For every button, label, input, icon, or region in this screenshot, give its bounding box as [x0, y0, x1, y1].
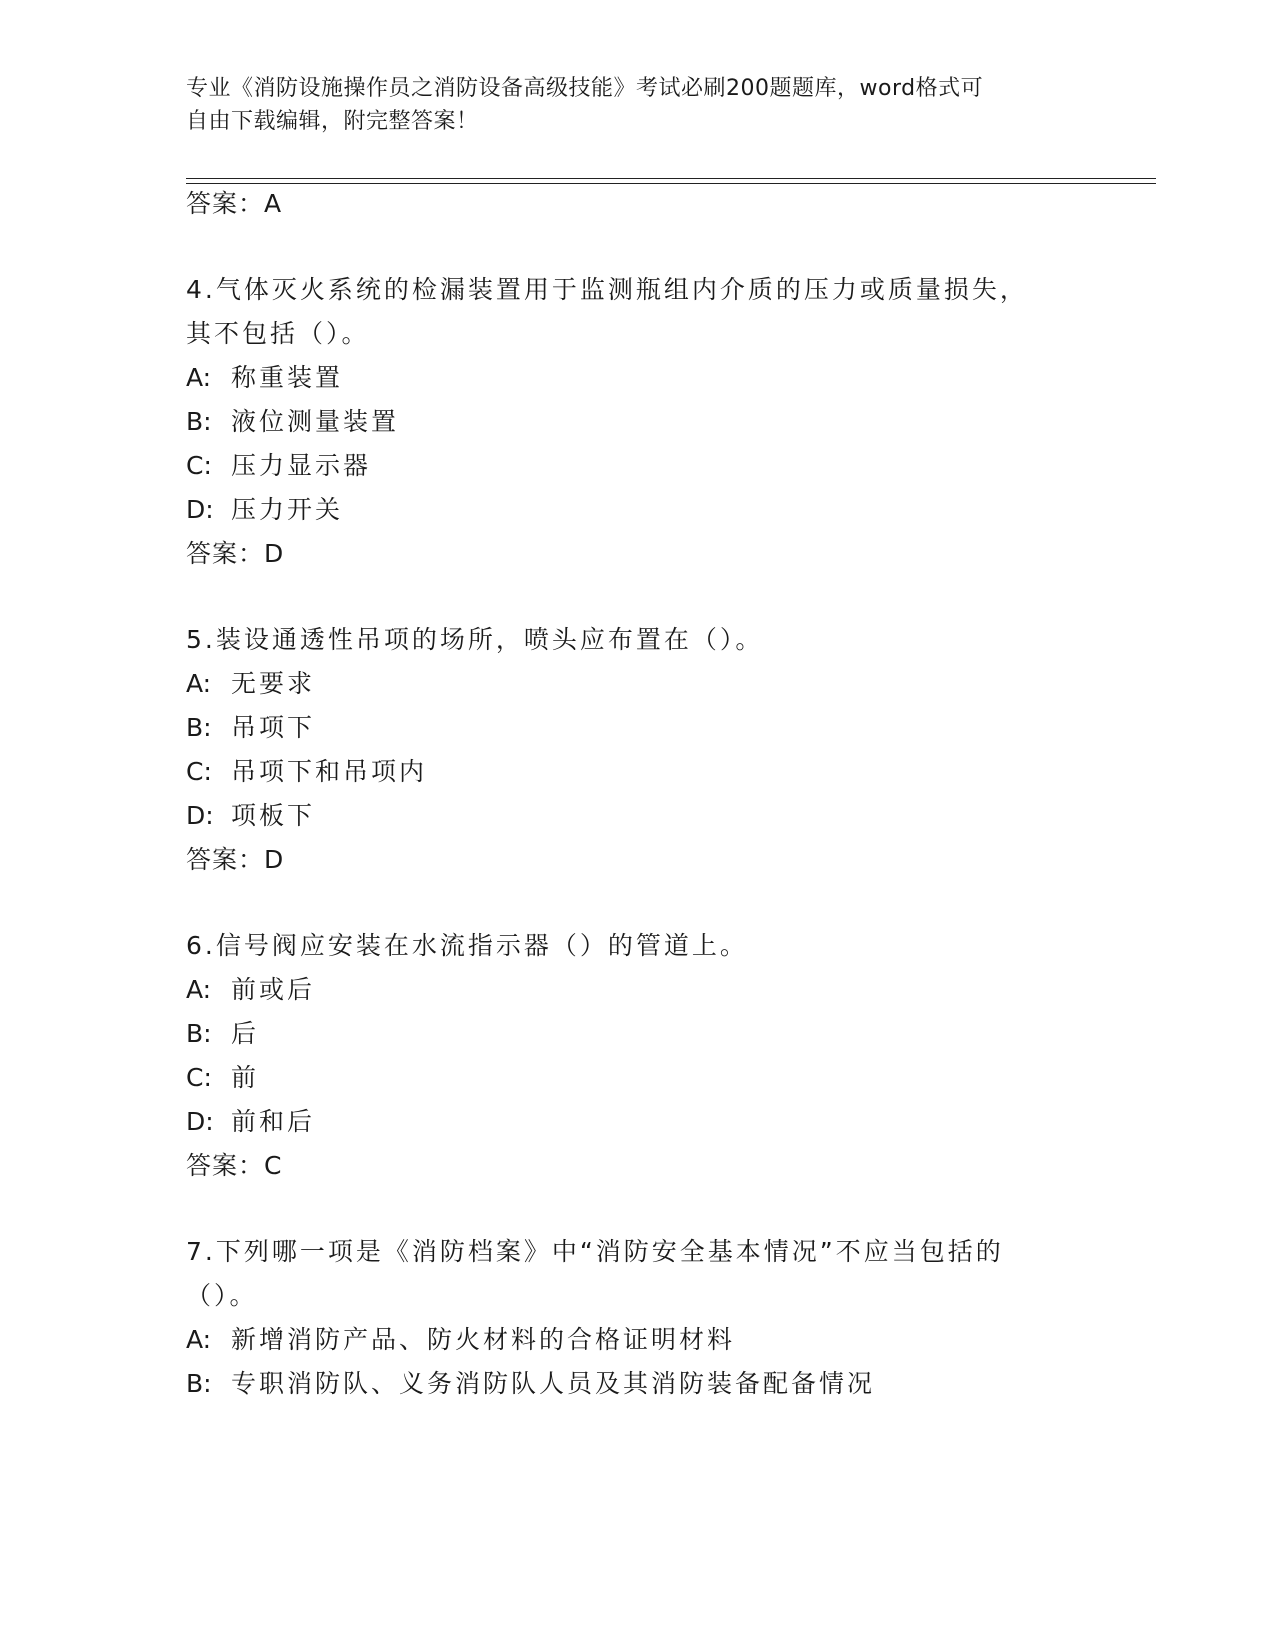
- option-letter: A:: [186, 669, 212, 698]
- header-divider-bottom: [186, 183, 1156, 184]
- answer-line: 答案：D: [186, 845, 285, 874]
- answer-line: 答案：D: [186, 539, 285, 568]
- option-letter: B:: [186, 407, 212, 436]
- question-stem-line: 5.装设通透性吊项的场所，喷头应布置在（）。: [186, 625, 764, 654]
- option-text: 吊项下和吊项内: [231, 757, 428, 786]
- option-text: 项板下: [231, 801, 316, 830]
- option-letter: C:: [186, 757, 212, 786]
- header-divider-top: [186, 178, 1156, 179]
- option-text: 无要求: [231, 669, 316, 698]
- option-item: [186, 1367, 875, 1401]
- option-item: [186, 361, 343, 395]
- question-stem-line: 6.信号阀应安装在水流指示器（）的管道上。: [186, 931, 748, 960]
- option-letter: D:: [186, 495, 214, 524]
- option-text: 压力显示器: [231, 451, 372, 480]
- option-text: 液位测量装置: [231, 407, 400, 436]
- answer-line: 答案：C: [186, 1151, 283, 1180]
- header-line-1: 专业《消防设施操作员之消防设备高级技能》考试必刷200题题库，word格式可: [186, 76, 984, 101]
- question-stem-line: 4.气体灭火系统的检漏装置用于监测瓶组内介质的压力或质量损失，: [186, 275, 1028, 304]
- option-item: [186, 1017, 259, 1051]
- option-text: 前和后: [231, 1107, 316, 1136]
- option-item: [186, 755, 427, 789]
- option-item: [186, 1105, 315, 1139]
- option-item: [186, 799, 315, 833]
- answer-line: 答案：A: [186, 189, 283, 218]
- option-text: 后: [231, 1019, 260, 1048]
- option-item: [186, 1323, 735, 1357]
- question-stem-line: 其不包括（）。: [186, 319, 370, 348]
- option-item: [186, 973, 315, 1007]
- option-letter: A:: [186, 363, 212, 392]
- option-text: 新增消防产品、防火材料的合格证明材料: [231, 1325, 736, 1354]
- option-letter: C:: [186, 451, 212, 480]
- document-header: [186, 72, 1086, 138]
- option-text: 称重装置: [231, 363, 344, 392]
- option-item: [186, 405, 399, 439]
- option-item: [186, 449, 371, 483]
- option-text: 前或后: [231, 975, 316, 1004]
- option-letter: D:: [186, 801, 214, 830]
- option-text: 吊项下: [231, 713, 316, 742]
- option-letter: A:: [186, 1325, 212, 1354]
- option-letter: A:: [186, 975, 212, 1004]
- option-item: [186, 667, 315, 701]
- option-letter: B:: [186, 1369, 212, 1398]
- header-line-2: 自由下载编辑，附完整答案！: [186, 109, 479, 134]
- question-stem-line: （）。: [186, 1281, 258, 1310]
- option-text: 专职消防队、义务消防队人员及其消防装备配备情况: [231, 1369, 876, 1398]
- option-item: [186, 1061, 259, 1095]
- option-item: [186, 493, 343, 527]
- option-text: 压力开关: [231, 495, 344, 524]
- option-letter: B:: [186, 713, 212, 742]
- option-letter: B:: [186, 1019, 212, 1048]
- question-stem-line: 7.下列哪一项是《消防档案》中“消防安全基本情况”不应当包括的: [186, 1237, 1004, 1266]
- option-item: [186, 711, 315, 745]
- option-letter: C:: [186, 1063, 212, 1092]
- option-letter: D:: [186, 1107, 214, 1136]
- option-text: 前: [231, 1063, 260, 1092]
